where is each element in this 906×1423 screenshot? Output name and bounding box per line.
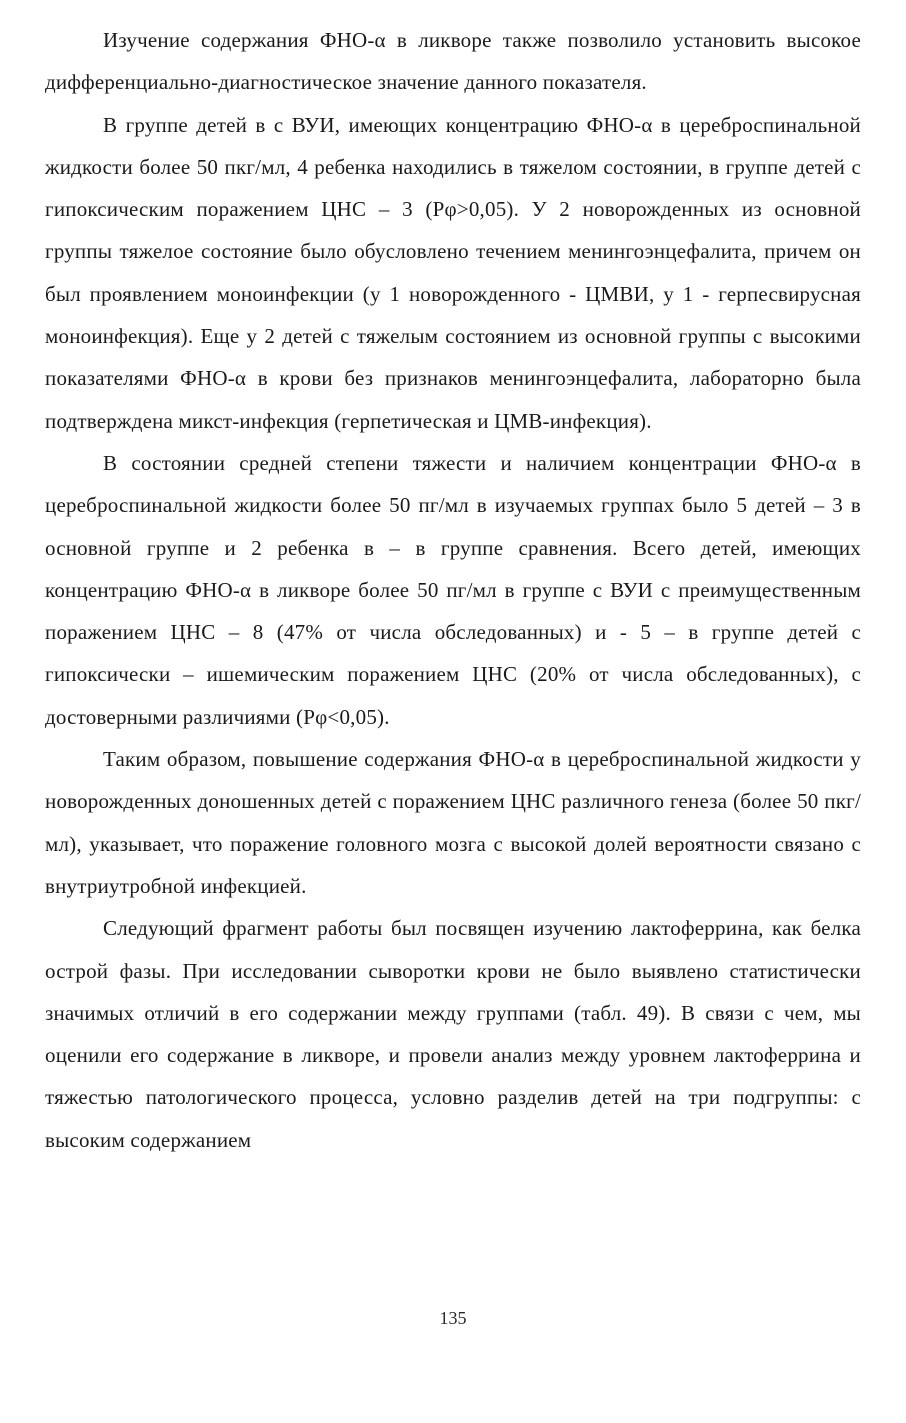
paragraph-3: В состоянии средней степени тяжести и наличием концентрации ФНО-α в цереброспинальной жидкости более 50 пг/мл в изучаемых группах было 5 детей – 3 в основной группе и 2 ребенка в – в группе сравнения. Всего детей, имеющих концентрацию ФНО-α в ликворе более 50 пг/мл в группе с ВУИ с преимущественным поражением ЦНС – 8 (47% от числа обследованных) и - 5 – в группе детей с гипоксически – ишемическим поражением ЦНС (20% от числа обследованных), с достоверными различиями (Рφ<0,05). xyxy=(45,450,861,729)
paragraph-1: Изучение содержания ФНО-α в ликворе также позволило установить высокое дифференциально-диагностическое значение данного показателя. xyxy=(45,28,861,95)
paragraph-4: Таким образом, повышение содержания ФНО-α в цереброспинальной жидкости у новорожденных доношенных детей с поражением ЦНС различного генеза (более 50 пкг/мл), указывает, что поражение головного мозга с высокой долей вероятности связано с внутриутробной инфекцией. xyxy=(45,747,861,898)
page-number: 135 xyxy=(439,1308,467,1328)
paragraph-2: В группе детей в с ВУИ, имеющих концентрацию ФНО-α в цереброспинальной жидкости более 50 пкг/мл, 4 ребенка находились в тяжелом состоянии, в группе детей с гипоксическим поражением ЦНС – 3 (Рφ>0,05). У 2 новорожденных из основной группы тяжелое состояние было обусловлено течением менингоэнцефалита, причем он был проявлением моноинфекции (у 1 новорожденного - ЦМВИ, у 1 - герпесвирусная моноинфекция). Еще у 2 детей с тяжелым состоянием из основной группы с высокими показателями ФНО-α в крови без признаков менингоэнцефалита, лабораторно была подтверждена микст-инфекция (герпетическая и ЦМВ-инфекция). xyxy=(45,112,861,433)
body-text xyxy=(45,19,861,1161)
paragraph-5: Следующий фрагмент работы был посвящен изучению лактоферрина, как белка острой фазы. При исследовании сыворотки крови не было выявлено статистически значимых отличий в его содержании между группами (табл. 49). В связи с чем, мы оценили его содержание в ликворе, и провели анализ между уровнем лактоферрина и тяжестью патологического процесса, условно разделив детей на три подгруппы: с высоким содержанием xyxy=(45,916,861,1152)
